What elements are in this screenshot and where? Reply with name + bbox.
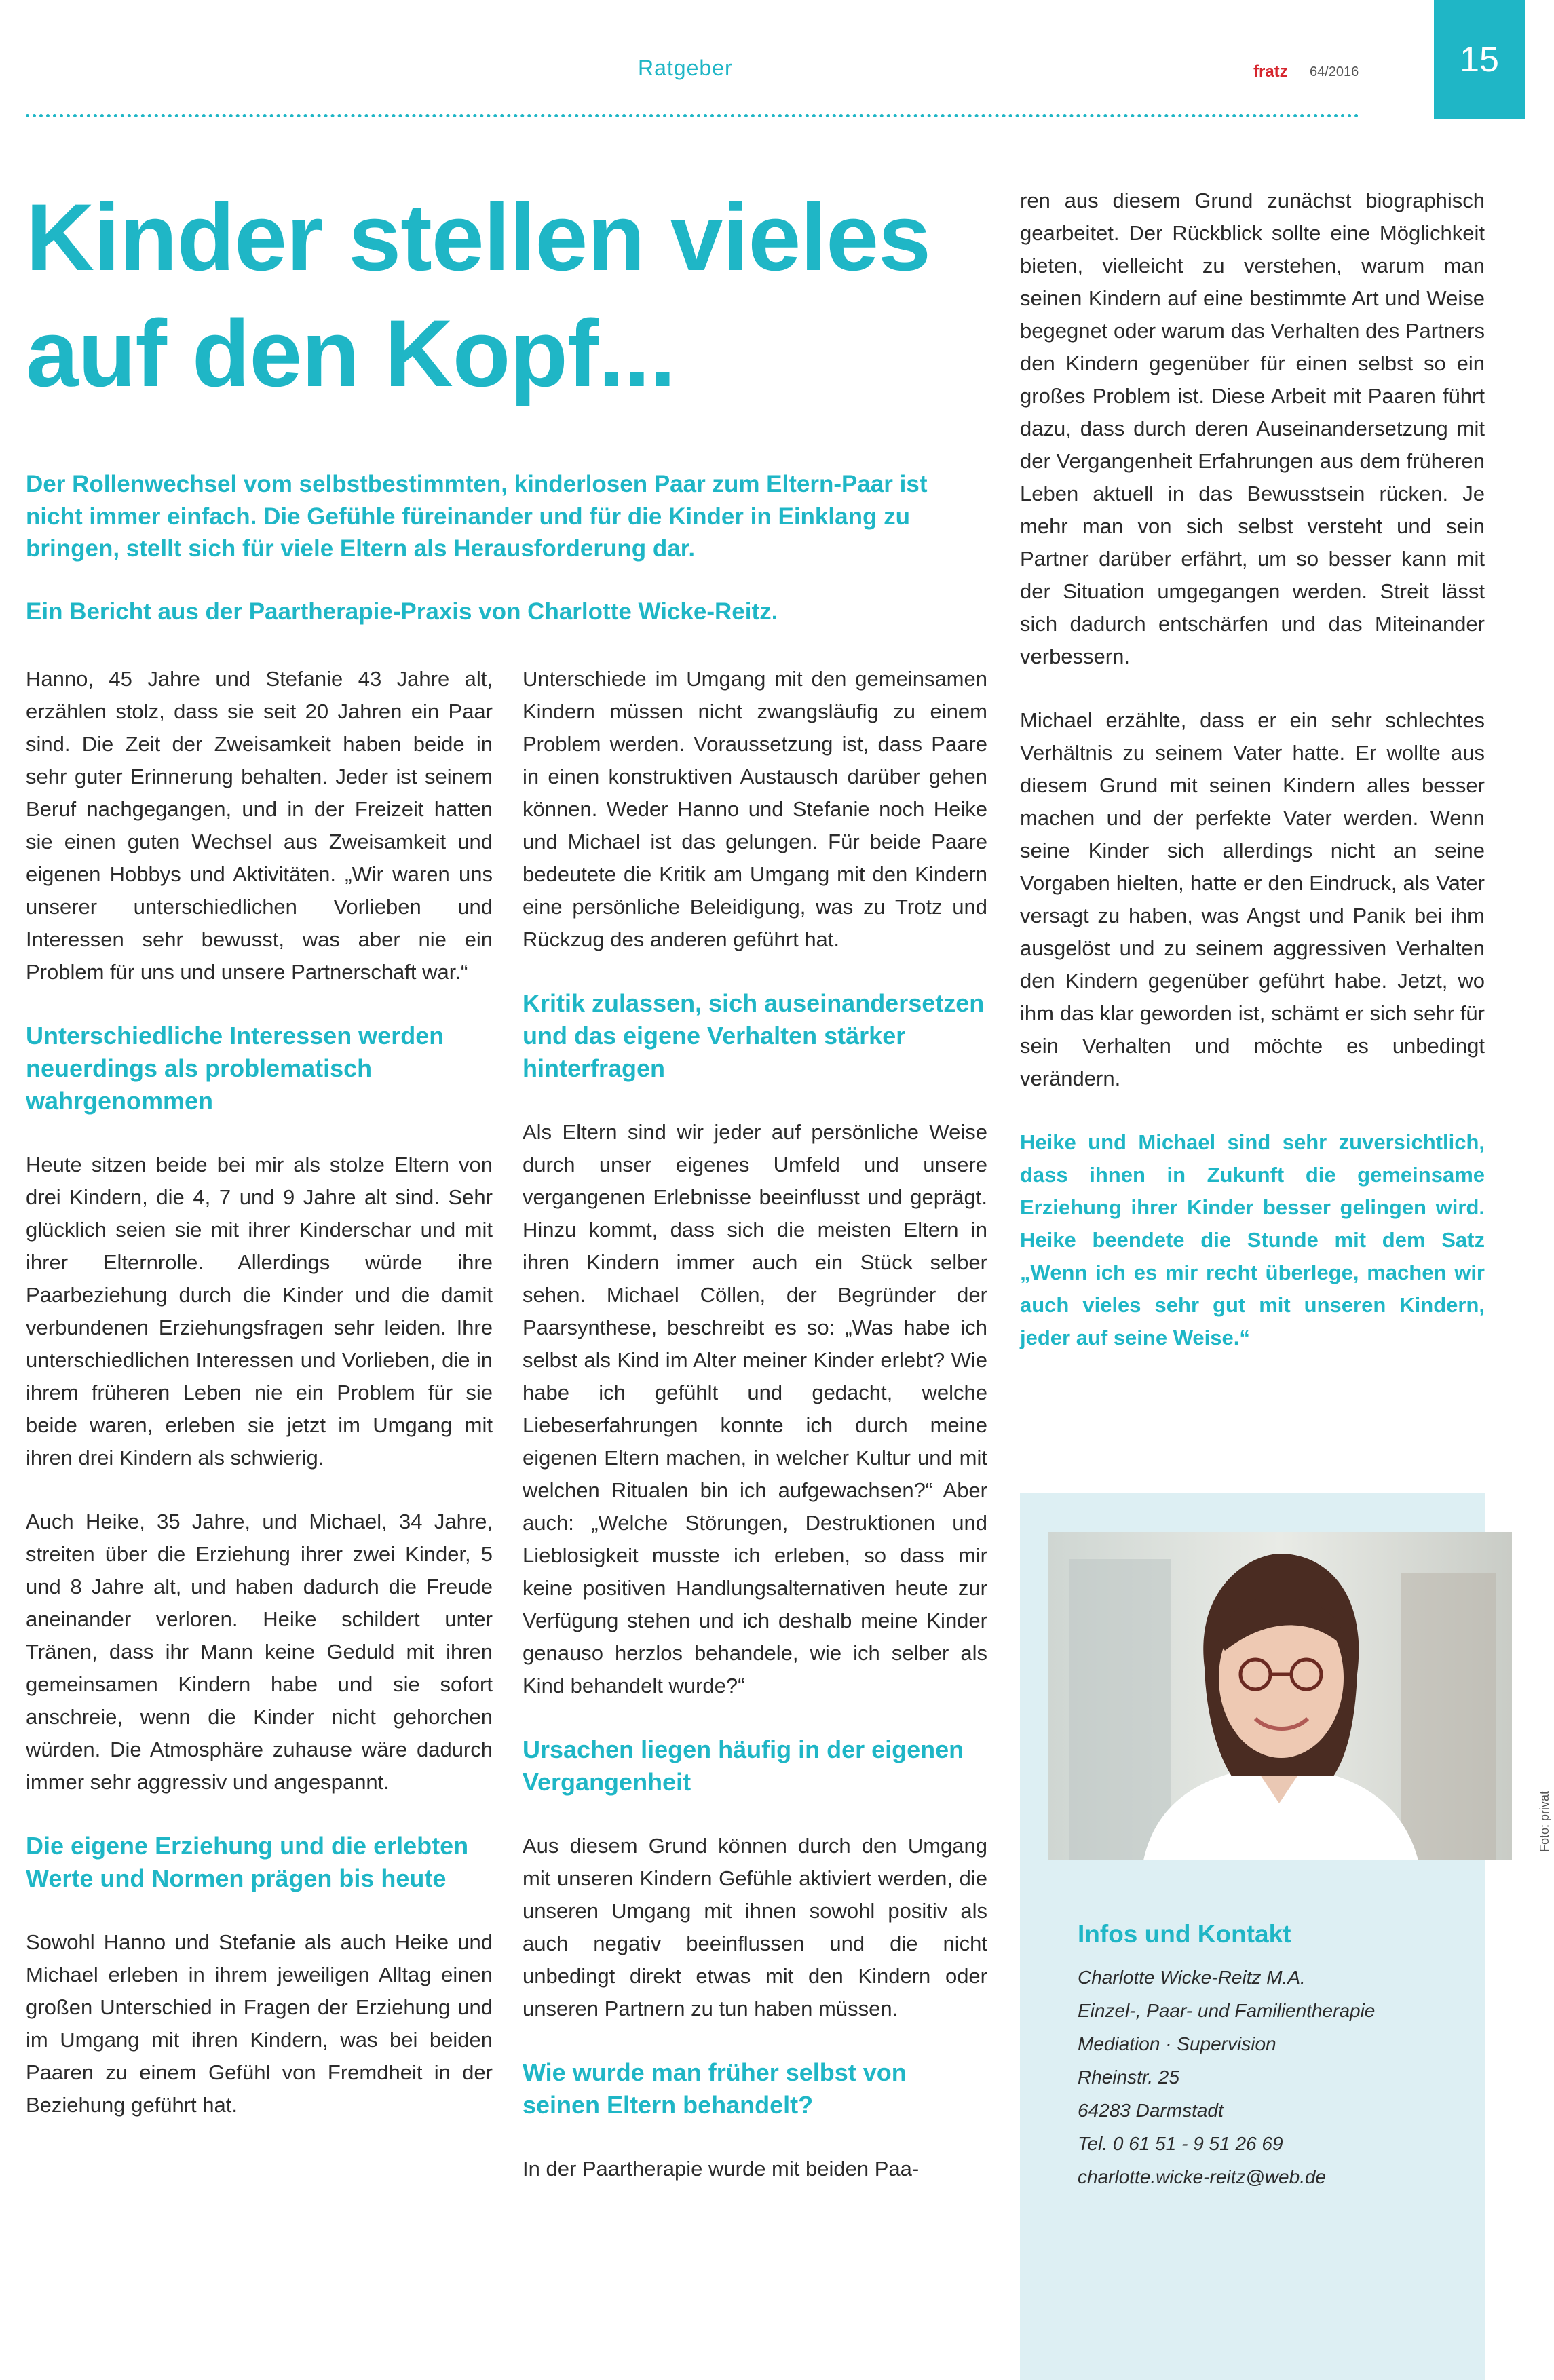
body-paragraph: Auch Heike, 35 Jahre, und Michael, 34 Jahre, streiten über die Erziehung ihrer zwei Kinder, 5 und 8 Jahre alt, und haben dadurch die Freude aneinander verloren. Heike schildert unter Tränen, dass ihr Mann keine Geduld mit ihren gemeinsamen Kindern habe und sie sofort anschreie, wenn die Kinder nicht gehorchen würden. Die Atmosphäre zuhause wäre dadurch immer sehr aggressiv und angespannt. [26,1510,493,1794]
closing-highlight: Heike und Michael sind sehr zuversichtlich, dass ihnen in Zukunft die gemeinsame Erziehung ihrer Kinder besser gelingen wird. Heike beendete die Stunde mit dem Satz „Wenn ich es mir recht überlege, machen wir auch vieles sehr gut mit unseren Kindern, jeder auf seine Weise.“ [1020,1130,1485,1349]
photo-credit: Foto: privat [1538,1790,1551,1852]
article-lead: Der Rollenwechsel vom selbstbestimmten, kinderlosen Paar zum Eltern-Paar ist nicht immer einfach. Die Gefühle füreinander und für die Kinder in Einklang zu bringen, stellt sich für viele Eltern als Herausforderung dar. [26,471,928,562]
article-column-1 [26,663,493,2153]
subheading: Kritik zulassen, sich auseinandersetzen und das eigene Verhalten stärker hinterfragen [523,989,985,1082]
issue-number: 64/2016 [1310,64,1359,79]
article-column-3 [1020,185,1485,1385]
subheading: Ursachen liegen häufig in der eigenen Vergangenheit [523,1735,964,1796]
subheading: Die eigene Erziehung und die erlebten Werte und Normen prägen bis heute [26,1832,469,1892]
article-byline: Ein Bericht aus der Paartherapie-Praxis von Charlotte Wicke-Reitz. [26,598,778,625]
body-paragraph: Unterschiede im Umgang mit den gemeinsamen Kindern müssen nicht zwangsläufig zu einem Problem werden. Voraussetzung ist, dass Paare in einen konstruktiven Austausch darüber gehen können. Weder Hanno und Stefanie noch Heike und Michael ist das gelungen. Für beide Paare bedeutete die Kritik am Umgang mit den Kindern eine persönliche Beleidigung, was zu Trotz und Rückzug des anderen geführt hat. [523,667,987,951]
body-paragraph: Aus diesem Grund können durch den Umgang mit unseren Kindern Gefühle aktiviert werden, die unseren Umgang mit ihnen sowohl positiv als auch negativ beeinflussen und die nicht unbedingt direkt etwas mit den Kindern oder unseren Partnern zu tun haben müssen. [523,1834,987,2020]
body-paragraph: Hanno, 45 Jahre und Stefanie 43 Jahre alt, erzählen stolz, dass sie seit 20 Jahren ein Paar sind. Die Zeit der Zweisamkeit haben beide in sehr guter Erinnerung behalten. Jeder ist seinem Beruf nachgegangen, und in der Freizeit hatten sie einen guten Wechsel aus Zweisamkeit und eigenen Hobbys und Aktivitäten. „Wir waren uns unserer unterschiedlichen Vorlieben und Interessen sehr bewusst, was aber nie ein Problem für uns und unsere Partnerschaft war.“ [26,667,493,984]
header-divider [26,114,1359,117]
contact-street: Rheinstr. 25 [1078,2067,1179,2088]
subheading: Unterschiedliche Interessen werden neuerdings als problematisch wahrgenommen [26,1022,444,1115]
body-paragraph: Michael erzählte, dass er ein sehr schlechtes Verhältnis zu seinem Vater hatte. Er wollte aus diesem Grund mit seinen Kindern alles besser machen und der perfekte Vater werden. Wenn seine Kinder sich allerdings nicht an seine Vorgaben hielten, hatte er den Eindruck, als Vater versagt zu haben, was Angst und Panik bei ihm ausgelöst und zu seinem aggressiven Verhalten den Kindern gegenüber geführt habe. Jetzt, wo ihm das klar geworden ist, schämt er sich sehr für sein Verhalten und möchte es unbedingt verändern. [1020,708,1485,1090]
body-paragraph: Sowohl Hanno und Stefanie als auch Heike und Michael erleben in ihrem jeweiligen Alltag einen großen Unterschied in Fragen der Erziehung und im Umgang mit ihren Kindern, was bei beiden Paaren zu einem Gefühl von Fremdheit in der Beziehung geführt hat. [26,1930,493,2117]
subheading: Wie wurde man früher selbst von seinen Eltern behandelt? [523,2058,907,2119]
contact-details [1078,1920,1464,2193]
article-column-2 [523,663,987,2216]
contact-services: Einzel-, Paar- und Familientherapie [1078,2000,1376,2021]
body-paragraph: Als Eltern sind wir jeder auf persönliche Weise durch unser eigenes Umfeld und unsere vergangenen Erlebnisse beeinflusst und geprägt. Hinzu kommt, dass sich die meisten Eltern in ihren Kindern immer auch ein Stück selber sehen. Michael Cöllen, der Begründer der Paarsynthese, beschreibt es so: „Was habe ich selbst als Kind im Alter meiner Kinder erlebt? Wie habe ich gefühlt und gedacht, welche Liebeserfahrungen konnte ich durch meine eigenen Eltern machen, in welcher Kultur und mit welchen Ritualen bin ich aufgewachsen?“ Aber auch: „Welche Störungen, Destruktionen und Lieblosigkeit musste ich erleben, so dass mir keine positiven Handlungsalternativen heute zur Verfügung stehen und ich deshalb meine Kinder genauso herzlos behandele, wie ich selber als Kind behandelt wurde?“ [523,1120,987,1697]
body-paragraph: ren aus diesem Grund zunächst biographisch gearbeitet. Der Rückblick sollte eine Möglichkeit bieten, vielleicht zu verstehen, warum man seinen Kindern auf eine bestimmte Art und Weise begegnet oder warum das Verhalten des Partners den Kindern gegenüber für einen selbst so ein großes Problem ist. Diese Arbeit mit Paaren führt dazu, dass durch deren Auseinandersetzung mit der Vergangenheit Erfahrungen aus dem früheren Leben aktuell in das Bewusstsein rücken. Je mehr man von sich selbst versteht und sein Partner darüber erfährt, um so besser kann mit der Situation umgegangen werden. Streit lässt sich dadurch entschärfen und das Miteinander verbessern. [1020,189,1485,668]
contact-city: 64283 Darmstadt [1078,2100,1224,2121]
contact-phone: Tel. 0 61 51 - 9 51 26 69 [1078,2133,1283,2154]
author-portrait [1048,1532,1512,1860]
body-paragraph: Heute sitzen beide bei mir als stolze Eltern von drei Kindern, die 4, 7 und 9 Jahre alt sind. Sehr glücklich seien sie mit ihrer Kinderschar und mit ihrer Elternrolle. Allerdings würde ihre Paarbeziehung durch die Kinder und die damit verbundenen Erziehungsfragen sehr leiden. Ihre unterschiedlichen Interessen und Vorlieben, die in ihrem früheren Leben nie ein Problem für sie beide waren, erleben sie jetzt im Umgang mit ihren drei Kindern als schwierig. [26,1153,493,1470]
page-number-box [1434,0,1525,119]
magazine-brand: fratz [1253,62,1288,81]
page-number: 15 [1460,40,1499,79]
body-paragraph: In der Paartherapie wurde mit beiden Paa- [523,2157,920,2181]
contact-services-2: Mediation · Supervision [1078,2033,1276,2054]
contact-name: Charlotte Wicke-Reitz M.A. [1078,1967,1306,1988]
section-label: Ratgeber [638,56,733,80]
contact-email[interactable]: charlotte.wicke-reitz@web.de [1078,2166,1327,2187]
infobox-title: Infos und Kontakt [1078,1920,1291,1948]
article-headline: Kinder stellen vieles auf den Kopf... [26,184,930,406]
